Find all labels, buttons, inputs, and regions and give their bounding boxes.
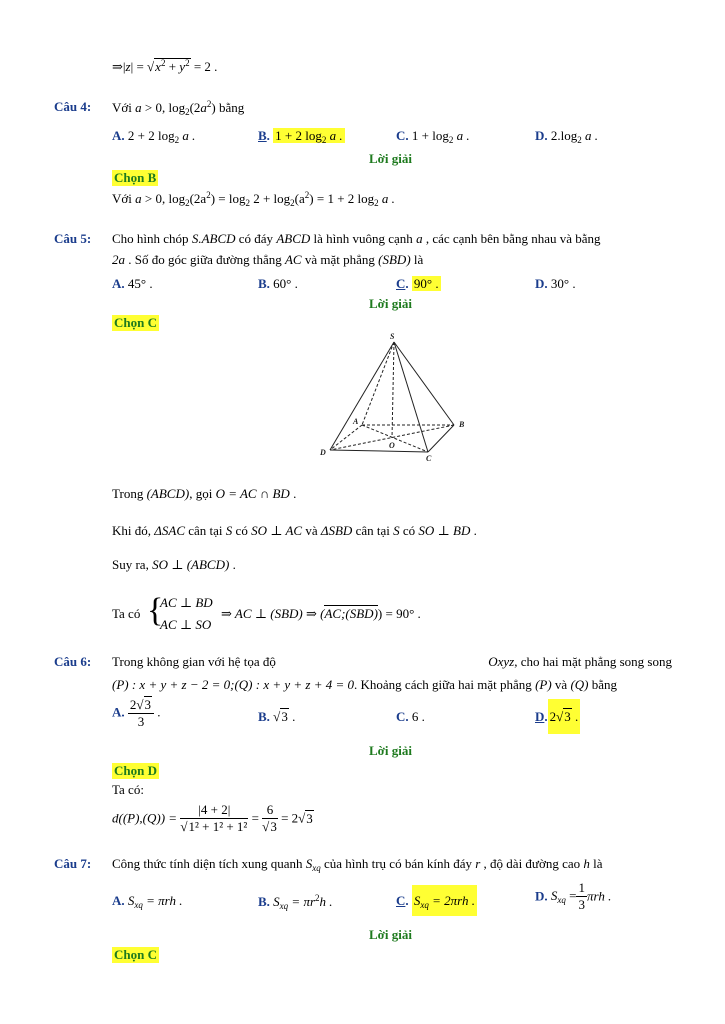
option-c: C. $1 + \log_2 a$ . [396,128,470,145]
question-stem-line1: Cho hình chóp S.ABCD có đáy ABCD là hình vuông cạnh a , các cạnh bên bằng nhau và bằng [112,231,601,246]
option-b-correct: B. 1 + 2 $\log_2 a$ . [258,128,343,145]
solution-heading: Lời giải [369,927,412,942]
question-stem: Với a > 0, $\log_2(2a^2)$ bằng [112,99,245,117]
option-a: A. $\frac{2√3}{3}$ . [112,697,161,729]
label-c: C [426,454,432,463]
edge-sc [394,342,428,452]
option-d: D. 30° . [535,276,576,291]
option-b: B. $S_{xq} = \pi r^2h$ . [258,893,333,911]
system-brace: { [147,592,164,629]
question-label: Câu 6: [54,654,92,669]
solution-line3: Suy ra, SO ⊥ (ABCD) . [112,557,236,572]
edge-sb [394,342,454,425]
option-d: D. $S_{xq}$ = $\frac{1}{3}$ πrh . [535,880,612,912]
option-d-correct: D. 2√3 . [535,709,580,725]
question-label: Câu 4: [54,99,92,114]
pyramid-figure [310,330,480,465]
option-b: B. √3 . [258,709,296,724]
question-label: Câu 7: [54,856,92,871]
question-stem-line2: 2a . Số đo góc giữa đường thẳng AC và mặt phẳng (SBD) là [112,252,424,267]
option-a: A. $S_{xq} = \pi rh$ . [112,893,183,910]
option-d: D. $2.\log_2$ a . [535,128,599,145]
solution-heading: Lời giải [369,296,412,311]
solution-text: Với a > 0, $\log_2(2a^2) = \log_2 2 + \log_2(a^2) = 1 + 2$ $\log_2 a$ . [112,190,395,208]
label-b: B [459,420,465,429]
answer-choice: Chọn C [114,947,157,962]
option-a: A. 45° . [112,276,153,291]
option-c-correct: C. 90° . [396,276,439,291]
solution-heading: Lời giải [369,743,412,758]
option-c: C. 6 . [396,709,425,724]
distance-formula: d((P),(Q)) = $\frac{|4 + 2|}{\text{√1² + 1² + 1²}}$ = $\frac{6}{√3}$ = 2√3 [112,802,313,834]
formula-modulus: ⇒|z| = $√x^2 + y^2 = 2$ . [112,58,218,74]
edge-sa [362,342,394,425]
answer-choice: Chọn D [114,763,157,778]
answer-choice: Chọn B [114,170,157,185]
edge-ac [362,425,428,452]
label-a: A [353,417,359,426]
question-stem: Công thức tính diện tích xung quanh $S_{xq}$ của hình trụ có bán kính đáy r , độ dài đường cao h là [112,856,603,873]
option-c-correct: C. $S_{xq} = 2\pi rh$ . [396,893,477,910]
solution-line4-result: ⇒ AC ⊥ (SBD) ⇒ (AC;(SBD)) = 90° . [221,606,421,621]
solution-line1: Trong (ABCD), gọi O = AC ∩ BD . [112,486,297,501]
edge-so [392,342,394,438]
system-row2: AC ⊥ SO [160,617,212,632]
label-s: S [390,332,395,341]
question-label: Câu 5: [54,231,92,246]
label-d: D [320,448,326,457]
label-o: O [389,441,395,450]
answer-choice: Chọn C [114,315,157,330]
edge-dc [330,450,428,452]
solution-line4-label: Ta có [112,606,141,621]
solution-heading: Lời giải [369,151,412,166]
edge-sd [330,342,394,450]
option-a: A. 2 + 2 $\log_2 a$ . [112,128,196,145]
solution-line2: Khi đó, ΔSAC cân tại S có SO ⊥ AC và ΔSBD cân tại S có SO ⊥ BD . [112,523,477,538]
option-b: B. 60° . [258,276,298,291]
question-stem-line2: (P) : x + y + z − 2 = 0;(Q) : x + y + z + 4 = 0. Khoảng cách giữa hai mặt phẳng (P) và (Q) bằng [112,677,618,692]
solution-intro: Ta có: [112,782,144,797]
question-stem-line1: Trong không gian với hệ tọa độ Oxyz, cho hai mặt phẳng song song [112,654,672,669]
edge-ad [330,425,362,450]
system-row1: AC ⊥ BD [160,595,213,610]
